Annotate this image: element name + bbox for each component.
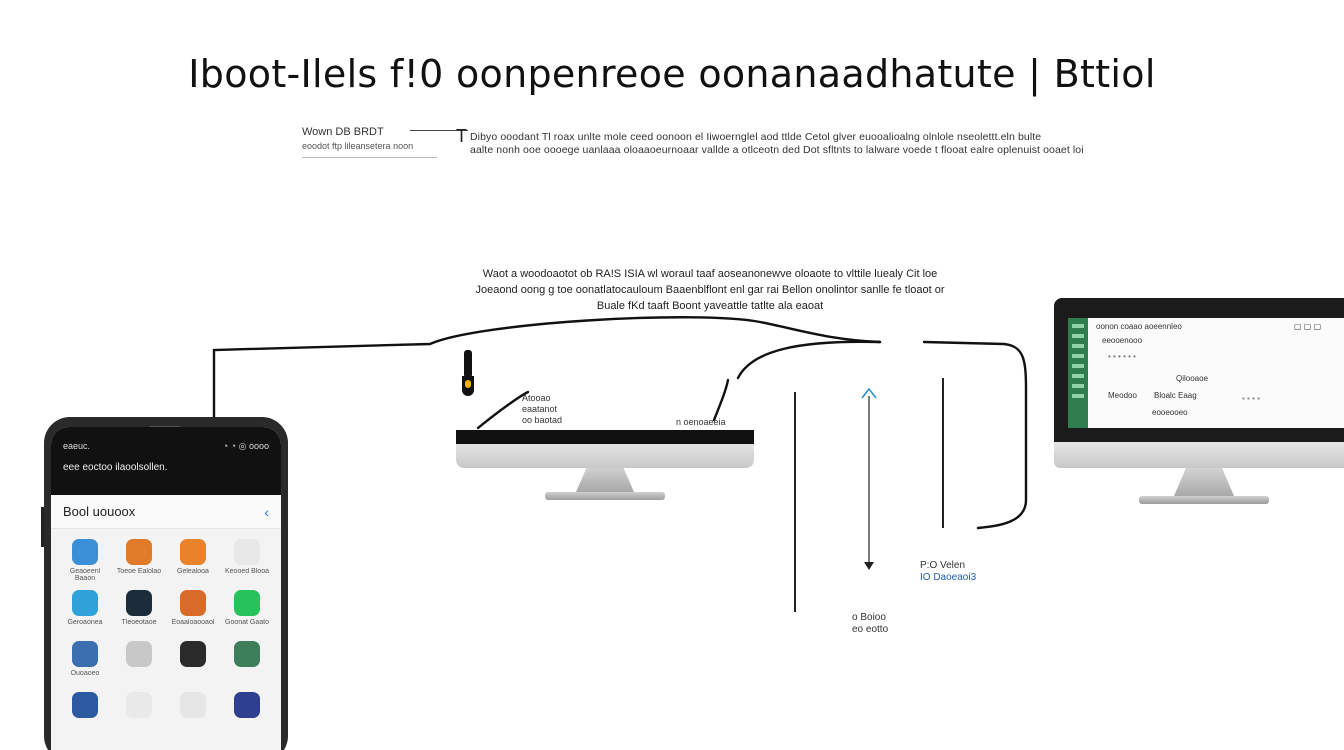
right-screen-line4: eooeooeo xyxy=(1152,408,1188,417)
app-label: Tleoeotaoe xyxy=(121,619,157,626)
phone-status-right: ◔ ◔ ◎ oooo xyxy=(222,441,269,451)
app-label: Geaoeenl Baaon xyxy=(69,568,101,582)
bottom-label-1: o Boioo xyxy=(852,612,886,623)
subtitle-rule-bottom xyxy=(302,157,437,158)
app-label xyxy=(224,670,270,684)
right-small-label-2: IO Daoeaoi3 xyxy=(920,572,977,583)
caption-line3: Buale fKd taaft Boont yaveattle tatlte ala eaoat xyxy=(596,300,824,312)
app-icon xyxy=(126,692,152,718)
desc-line2: aalte nonh ooe oooege uanlaaa oloaaoeurnoaar vallde a otlceotn ded Dot sfltnts to lalware voede t flooat ealre oplenuist ooaet loi xyxy=(470,144,1084,156)
up-arrow-icon xyxy=(862,389,876,398)
app-icon xyxy=(72,590,98,616)
page-title: Iboot-Ilels f!0 oonpenreoe oonanaadhatute | Bttiol xyxy=(188,52,1156,96)
app-icon xyxy=(72,539,98,565)
app-icon xyxy=(126,641,152,667)
bottom-label-2: eo eotto xyxy=(852,624,889,635)
app-icon xyxy=(234,590,260,616)
down-arrow-icon xyxy=(864,562,874,570)
app-icon-tile[interactable] xyxy=(61,692,109,735)
center-monitor-screen xyxy=(456,430,754,444)
phone-status-left: eaeuc. xyxy=(63,441,91,451)
phone-header xyxy=(51,495,281,529)
app-icon-tile[interactable] xyxy=(61,590,109,633)
app-label xyxy=(224,721,270,735)
right-screen-controls: ▢ ▢ ▢ xyxy=(1294,322,1322,331)
app-icon-tile[interactable] xyxy=(223,539,271,582)
right-monitor-frame xyxy=(1054,298,1344,442)
right-screen-mini-icons: ▪ ▪ ▪ ▪ xyxy=(1242,394,1261,403)
app-icon-tile[interactable] xyxy=(169,641,217,684)
phone-header-title: Bool uouoox xyxy=(63,504,136,519)
center-monitor xyxy=(456,430,754,500)
right-screen-line2: eeooenooo xyxy=(1102,336,1143,345)
right-screen-line1: oonon coaao aoeennleo xyxy=(1096,322,1182,331)
center-monitor-stand xyxy=(576,468,634,492)
wire-center-left xyxy=(478,392,528,428)
right-small-label-1: P:O Velen xyxy=(920,560,966,571)
wire-center-right xyxy=(714,380,728,420)
app-icon-tile[interactable] xyxy=(115,590,163,633)
right-monitor-stand xyxy=(1174,468,1234,496)
center-label-1: Atooao xyxy=(522,393,551,403)
diagram-caption xyxy=(420,266,1000,314)
desc-line1: Dibyo ooodant Tl roax unlte mole ceed oonoon el Iiwoernglel aod ttlde Cetol glver euooalioalng olnlole nseolettt.eln bulte xyxy=(470,131,1042,143)
app-icon-tile[interactable] xyxy=(223,590,271,633)
app-icon xyxy=(234,692,260,718)
app-icon xyxy=(234,539,260,565)
app-icon-tile[interactable] xyxy=(115,641,163,684)
app-icon-tile[interactable] xyxy=(223,641,271,684)
right-screen-tab2[interactable]: Bloalc Eaag xyxy=(1154,391,1197,400)
app-icon xyxy=(180,692,206,718)
app-icon xyxy=(72,692,98,718)
app-label xyxy=(116,721,162,735)
phone-notice: eee eoctoo ilaoolsollen. xyxy=(63,462,168,473)
center-label-3: oo baotad xyxy=(522,415,563,425)
right-screen-line3: Qilooaoe xyxy=(1176,374,1209,383)
chevron-left-icon[interactable]: ‹ xyxy=(264,503,269,520)
caption-line2: Joeaond oong g toe oonatlatocauloum Baaenblflont enl gar rai Bellon onolintor sanlle fe tloaot or xyxy=(475,284,945,296)
app-icon-tile[interactable] xyxy=(61,641,109,684)
app-label: Keooed Blooa xyxy=(225,568,269,575)
app-icon xyxy=(234,641,260,667)
subtitle-left-line2: eoodot ftp lileansetera noon xyxy=(302,141,414,151)
app-label: Gelealooa xyxy=(177,568,209,575)
app-icon-tile[interactable] xyxy=(61,539,109,582)
app-icon xyxy=(180,641,206,667)
center-monitor-label xyxy=(522,393,562,426)
right-screen-dots: • • • • • • xyxy=(1108,352,1136,361)
right-monitor xyxy=(1054,298,1344,508)
wire-hub-to-right-monitor xyxy=(924,342,1026,528)
right-screen-tab1[interactable]: Meodoo xyxy=(1108,391,1137,400)
app-label: Geroaonea xyxy=(67,619,103,626)
subtitle-left-line1: Wown DB BRDT xyxy=(302,126,384,138)
t-marker-icon: T xyxy=(456,126,467,146)
app-icon-tile[interactable] xyxy=(115,539,163,582)
center-monitor-bezel xyxy=(456,444,754,468)
app-icon-tile[interactable] xyxy=(115,692,163,735)
smartphone xyxy=(44,417,288,750)
app-grid xyxy=(51,529,281,745)
app-icon-tile[interactable] xyxy=(169,692,217,735)
subtitle-description xyxy=(470,131,1120,157)
app-icon-tile[interactable] xyxy=(169,590,217,633)
app-label: Goonat Gaato xyxy=(225,619,269,626)
right-monitor-sidebar xyxy=(1068,318,1088,428)
app-label: Toeoe Ealolao xyxy=(116,568,162,575)
app-label: Ouoaoeo xyxy=(70,670,100,677)
app-icon-tile[interactable] xyxy=(223,692,271,735)
flashlight-icon xyxy=(462,350,474,398)
app-icon-tile[interactable] xyxy=(169,539,217,582)
app-icon xyxy=(72,641,98,667)
right-monitor-foot xyxy=(1139,496,1269,504)
right-monitor-bezel xyxy=(1054,442,1344,468)
app-label xyxy=(62,721,108,735)
phone-status-bar xyxy=(51,427,281,495)
app-label xyxy=(116,670,162,684)
app-label: Eoaaloaooaol xyxy=(171,619,215,626)
wire-hub-to-center xyxy=(738,342,880,378)
center-monitor-label-right: n oenoaeeia xyxy=(676,417,726,427)
caption-line1: Waot a woodoaotot ob RA!S ISIA wl woraul taaf aoseanonewve oloaote to vlttile luealy Cit loe xyxy=(482,268,938,280)
app-label xyxy=(170,670,216,684)
app-icon xyxy=(126,590,152,616)
phone-screen xyxy=(51,427,281,750)
right-monitor-screen xyxy=(1068,318,1344,428)
app-label xyxy=(170,721,216,735)
center-monitor-foot xyxy=(545,492,665,500)
app-icon xyxy=(126,539,152,565)
app-icon xyxy=(180,590,206,616)
phone-side-button xyxy=(41,507,44,547)
app-icon xyxy=(180,539,206,565)
center-label-2: eaatanot xyxy=(522,404,558,414)
